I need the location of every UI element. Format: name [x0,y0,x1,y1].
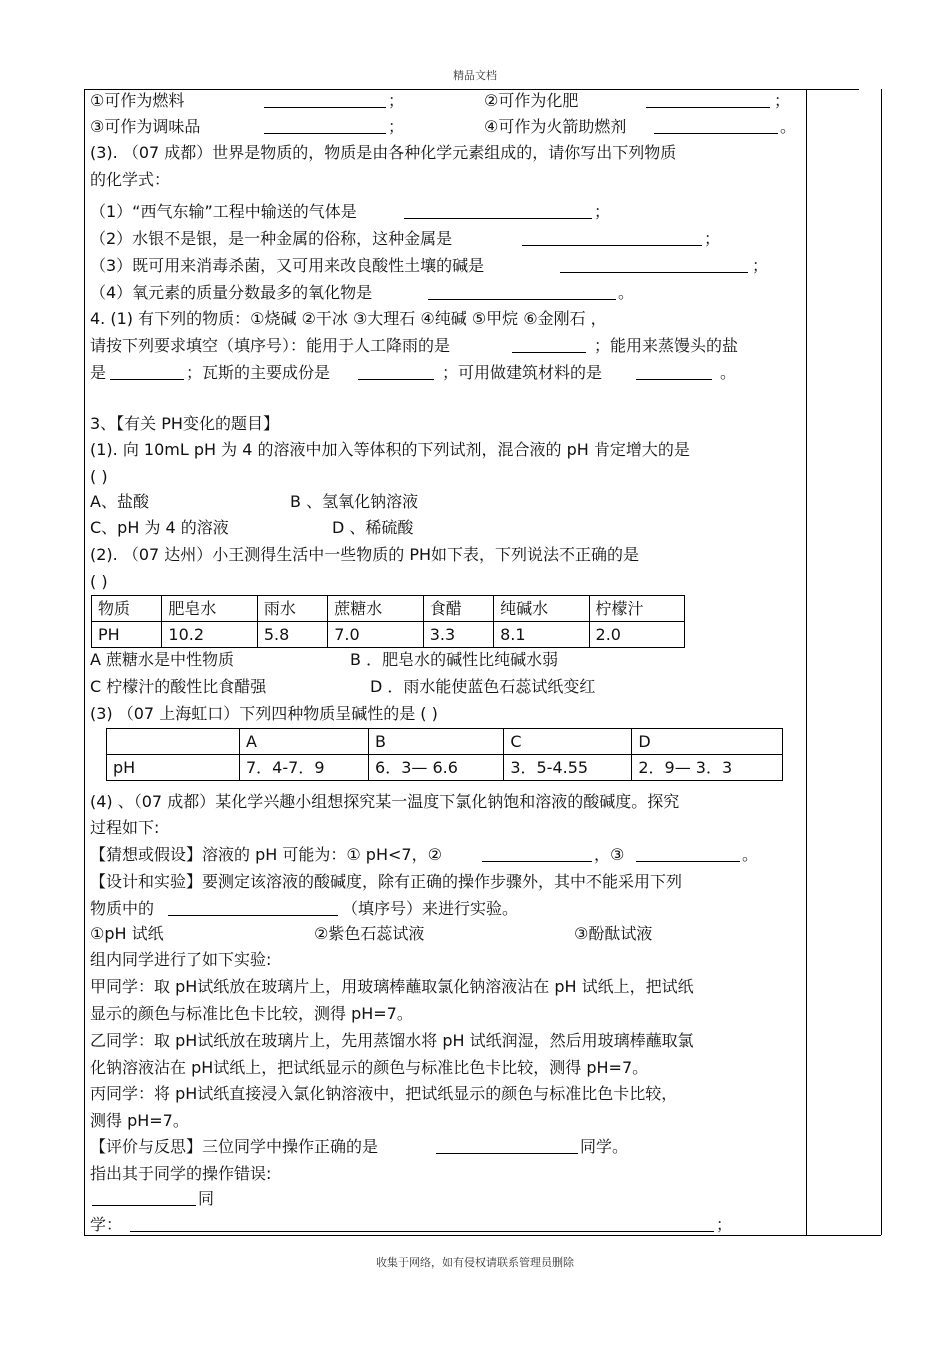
q4-text: ；能用来蒸馒头的盐 [594,336,739,355]
frame-bottom-border [84,1235,881,1236]
table-cell: 5.8 [257,622,327,648]
use-fertilizer-label: ②可作为化肥 [484,91,579,110]
page-footer: 收集于网络，如有侵权请联系管理员删除 [376,1256,574,1269]
p4-text: 同学。 [580,1137,629,1156]
frame-right-border [881,89,882,1235]
use-fuel-label: ①可作为燃料 [90,91,185,110]
q3-item-4-blank[interactable] [428,281,616,300]
table-cell [107,729,240,755]
table-cell: 8.1 [494,622,589,648]
p4-evaluation [90,1135,629,1159]
semicolon: ； [704,229,721,248]
student-blank[interactable] [92,1187,196,1206]
frame-column-divider [806,89,807,1235]
p4-line-11: 化钠溶液沾在 pH试纸上，把试纸显示的颜色与标准比色卡比较，测得 pH=7。 [90,1058,649,1077]
q4-text: ；瓦斯的主要成份是 [186,363,331,382]
section-3-title: 3、【有关 PH变化的题目】 [90,414,279,433]
table-cell: 肥皂水 [162,596,257,622]
q4-blank-rain[interactable] [512,334,586,353]
ph-table-2 [106,728,783,781]
semicolon: ； [594,202,611,221]
p4-text: 物质中的 [90,899,155,918]
use-seasoning-blank[interactable] [264,115,386,134]
table-cell: 蔗糖水 [328,596,423,622]
p4-line-9: 显示的颜色与标准比色卡比较，测得 pH=7。 [90,1004,413,1023]
p4-line-17 [90,1213,733,1237]
table-cell: PH [92,622,162,648]
uses-line-2 [90,115,797,139]
p4-line-7: 组内同学进行了如下实验: [90,950,272,969]
p2-options-ab [90,648,559,672]
p1-question: (1). 向 10mL pH 为 4 的溶液中加入等体积的下列试剂，混合液的 pH 肯定增大的是 [90,440,690,459]
q3-item-1 [90,200,611,224]
q4-stem-3 [90,361,737,385]
table-row [92,596,685,622]
table-cell: B [369,729,504,755]
option-c[interactable]: C 柠檬汁的酸性比食醋强 [90,677,267,696]
table-cell: 2．9— 3．3 [632,755,783,781]
p4-line-1: (4) 、（07 成都）某化学兴趣小组想探究某一温度下氯化钠饱和溶液的酸碱度。探究 [90,792,680,811]
semicolon: ； [388,91,405,110]
table-cell: 3.3 [423,622,493,648]
q4-text: 请按下列要求填空（填序号）：能用于人工降雨的是 [90,336,451,355]
p4-line-8: 甲同学：取 pH试纸放在玻璃片上，用玻璃棒蘸取氯化钠溶液沾在 pH 试纸上，把试纸 [90,977,694,996]
p4-hypothesis [90,843,759,867]
table-cell: 7．4-7．9 [240,755,369,781]
p4-design-1: 【设计和实验】要测定该溶液的酸碱度，除有正确的操作步骤外，其中不能采用下列 [90,872,683,891]
p3-question: (3) （07 上海虹口）下列四种物质呈碱性的是 ( ) [90,704,438,723]
q3-item-3-text: （3）既可用来消毒杀菌，又可用来改良酸性土壤的碱是 [90,256,485,275]
q4-stem-1: 4. (1) 有下列的物质：①烧碱 ②干冰 ③大理石 ④纯碱 ⑤甲烷 ⑥金刚石 ， [90,309,607,328]
table-row [107,755,783,781]
p4-text: 同 [198,1189,215,1208]
option-a[interactable]: A、盐酸 [90,492,149,511]
option-a[interactable]: A 蔗糖水是中性物质 [90,650,235,669]
ph-table-1 [91,595,685,648]
p4-line-15: 指出其于同学的操作错误: [90,1164,272,1183]
table-cell: D [632,729,783,755]
p1-paren: ( ) [90,467,108,486]
page-header: 精品文档 [453,69,497,82]
table-cell: 7.0 [328,622,423,648]
option-c[interactable]: C、pH 为 4 的溶液 [90,518,229,537]
table-cell: 6．3— 6.6 [369,755,504,781]
p4-line-10: 乙同学：取 pH试纸放在玻璃片上，先用蒸馏水将 pH 试纸润湿，然后用玻璃棒蘸取氯 [90,1031,694,1050]
q3-stem-2: 的化学式： [90,170,171,189]
option-d[interactable]: D 、稀硫酸 [332,518,414,537]
q3-item-3 [90,254,769,278]
p4-text: 【猜想或假设】溶液的 pH 可能为：① pH<7，② [90,845,442,864]
table-cell: C [504,729,632,755]
p4-text: 【评价与反思】三位同学中操作正确的是 [90,1137,379,1156]
p4-line-13: 测得 pH=7。 [90,1111,189,1130]
design-blank[interactable] [168,897,338,916]
q3-item-1-text: （1）“西气东输”工程中输送的气体是 [90,202,357,221]
q3-item-2-text: （2）水银不是银，是一种金属的俗称，这种金属是 [90,229,453,248]
p2-options-cd [90,675,596,699]
p4-text: （填序号）来进行实验。 [342,899,519,918]
table-cell: 雨水 [257,596,327,622]
period: 。 [780,117,797,136]
p1-options-cd [90,516,414,540]
use-rocket-label: ④可作为火箭助燃剂 [484,117,627,136]
option-ph-paper[interactable]: ①pH 试纸 [90,924,164,943]
table-cell: 纯碱水 [494,596,589,622]
use-fertilizer-blank[interactable] [646,89,770,108]
p1-options-ab [90,490,419,514]
p4-line-2: 过程如下: [90,818,160,837]
table-cell: 2.0 [589,622,684,648]
q4-stem-2 [90,334,739,358]
p4-options [90,922,653,946]
use-seasoning-label: ③可作为调味品 [90,117,201,136]
p4-text: 学： [90,1215,123,1234]
option-b[interactable]: B 、氢氧化钠溶液 [290,492,419,511]
period: 。 [618,283,635,302]
q4-blank-gas[interactable] [358,361,434,380]
q3-item-3-blank[interactable] [560,254,748,273]
hypothesis-blank-2[interactable] [482,843,592,862]
option-d[interactable]: D ．雨水能使蓝色石蕊试纸变红 [370,677,596,696]
q3-item-2 [90,227,721,251]
period: 。 [742,845,759,864]
p4-text: ，③ [594,845,625,864]
error-blank[interactable] [130,1213,714,1232]
q3-item-4 [90,281,635,305]
table-cell: 10.2 [162,622,257,648]
q4-text: 是 [90,363,107,382]
p2-question: (2). （07 达州）小王测得生活中一些物质的 PH如下表，下列说法不正确的是 [90,545,640,564]
use-rocket-blank[interactable] [654,115,778,134]
option-b[interactable]: B ．肥皂水的碱性比纯碱水弱 [350,650,559,669]
uses-line-1 [90,89,791,113]
q3-stem-1: (3). （07 成都）世界是物质的，物质是由各种化学元素组成的，请你写出下列物质 [90,143,677,162]
p2-paren: ( ) [90,572,108,591]
q4-blank-salt[interactable] [110,361,184,380]
frame-left-border [84,89,85,1235]
table-cell: 食醋 [423,596,493,622]
table-row [92,622,685,648]
evaluation-blank[interactable] [436,1135,578,1154]
option-phenolphthalein[interactable]: ③酚酞试液 [574,924,653,943]
option-litmus[interactable]: ②紫色石蕊试液 [314,924,425,943]
table-cell: 3．5-4.55 [504,755,632,781]
p4-design-2 [90,897,519,921]
semicolon: ； [716,1215,733,1234]
table-cell: A [240,729,369,755]
q4-text: ；可用做建筑材料的是 [442,363,603,382]
table-row [107,729,783,755]
period: 。 [720,363,737,382]
semicolon: ； [752,256,769,275]
use-fuel-blank[interactable] [264,89,386,108]
hypothesis-blank-3[interactable] [636,843,740,862]
q3-item-2-blank[interactable] [522,227,702,246]
semicolon: ； [388,117,405,136]
p4-line-12: 丙同学：将 pH试纸直接浸入氯化钠溶液中，把试纸显示的颜色与标准比色卡比较， [90,1084,678,1103]
table-cell: 柠檬汁 [589,596,684,622]
semicolon: ； [774,91,791,110]
q3-item-1-blank[interactable] [404,200,592,219]
table-cell: 物质 [92,596,162,622]
table-cell: pH [107,755,240,781]
q3-item-4-text: （4）氧元素的质量分数最多的氧化物是 [90,283,373,302]
q4-blank-building[interactable] [636,361,712,380]
